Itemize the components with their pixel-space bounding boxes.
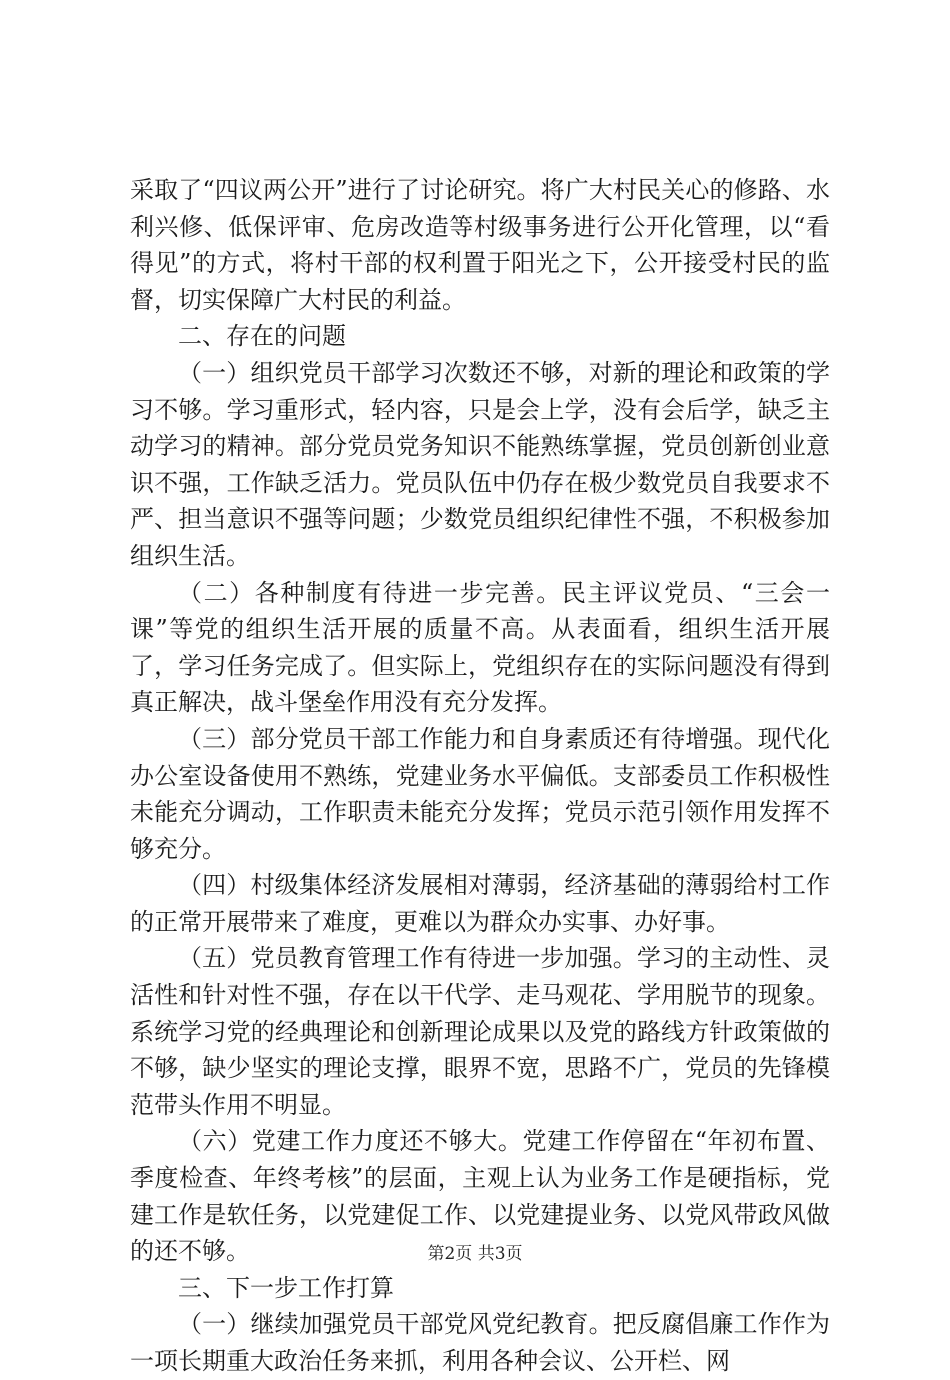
section-heading-next-steps: 三、下一步工作打算 [178, 1273, 394, 1302]
paragraph-problem-4: （四）村级集体经济发展相对薄弱，经济基础的薄弱给村工作的正常开展带来了难度，更难以为群众办实事、办好事。 [130, 871, 830, 936]
paragraph-problem-1: （一）组织党员干部学习次数还不够，对新的理论和政策的学习不够。学习重形式，轻内容，只是会上学，没有会后学，缺乏主动学习的精神。部分党员党务知识不能熟练掌握，党员创新创业意识不强，工作缺乏活力。党员队伍中仍存在极少数党员自我要求不严、担当意识不强等问题；少数党员组织纪律性不强，不积极参加组织生活。 [130, 358, 830, 570]
paragraph-problem-6: （六）党建工作力度还不够大。党建工作停留在“年初布置、季度检查、年终考核”的层面，主观上认为业务工作是硬指标，党建工作是软任务，以党建促工作、以党建提业务、以党风带政风做的还不够。 [130, 1127, 830, 1266]
paragraph-problem-2: （二）各种制度有待进一步完善。民主评议党员、“三会一课”等党的组织生活开展的质量不高。从表面看，组织生活开展了，学习任务完成了。但实际上，党组织存在的实际问题没有得到真正解决，战斗堡垒作用没有充分发挥。 [130, 578, 830, 717]
section-heading-problems: 二、存在的问题 [178, 322, 346, 351]
paragraph-plan-1: （一）继续加强党员干部党风党纪教育。把反腐倡廉工作作为一项长期重大政治任务来抓，利用各种会议、公开栏、网 [130, 1310, 830, 1375]
document-body [130, 172, 830, 1380]
paragraph-problem-3: （三）部分党员干部工作能力和自身素质还有待增强。现代化办公室设备使用不熟练，党建业务水平偏低。支部委员工作积极性未能充分调动，工作职责未能充分发挥；党员示范引领作用发挥不够充分。 [130, 724, 830, 863]
page-number-footer: 第2页 共3页 [427, 1244, 523, 1264]
paragraph-problem-5: （五）党员教育管理工作有待进一步加强。学习的主动性、灵活性和针对性不强，存在以干代学、走马观花、学用脱节的现象。系统学习党的经典理论和创新理论成果以及党的路线方针政策做的不够，缺少坚实的理论支撑，眼界不宽，思路不广，党员的先锋模范带头作用不明显。 [130, 944, 830, 1119]
paragraph-continuation: 采取了“四议两公开”进行了讨论研究。将广大村民关心的修路、水利兴修、低保评审、危房改造等村级事务进行公开化管理，以“看得见”的方式，将村干部的权利置于阳光之下，公开接受村民的监督，切实保障广大村民的利益。 [130, 176, 830, 314]
